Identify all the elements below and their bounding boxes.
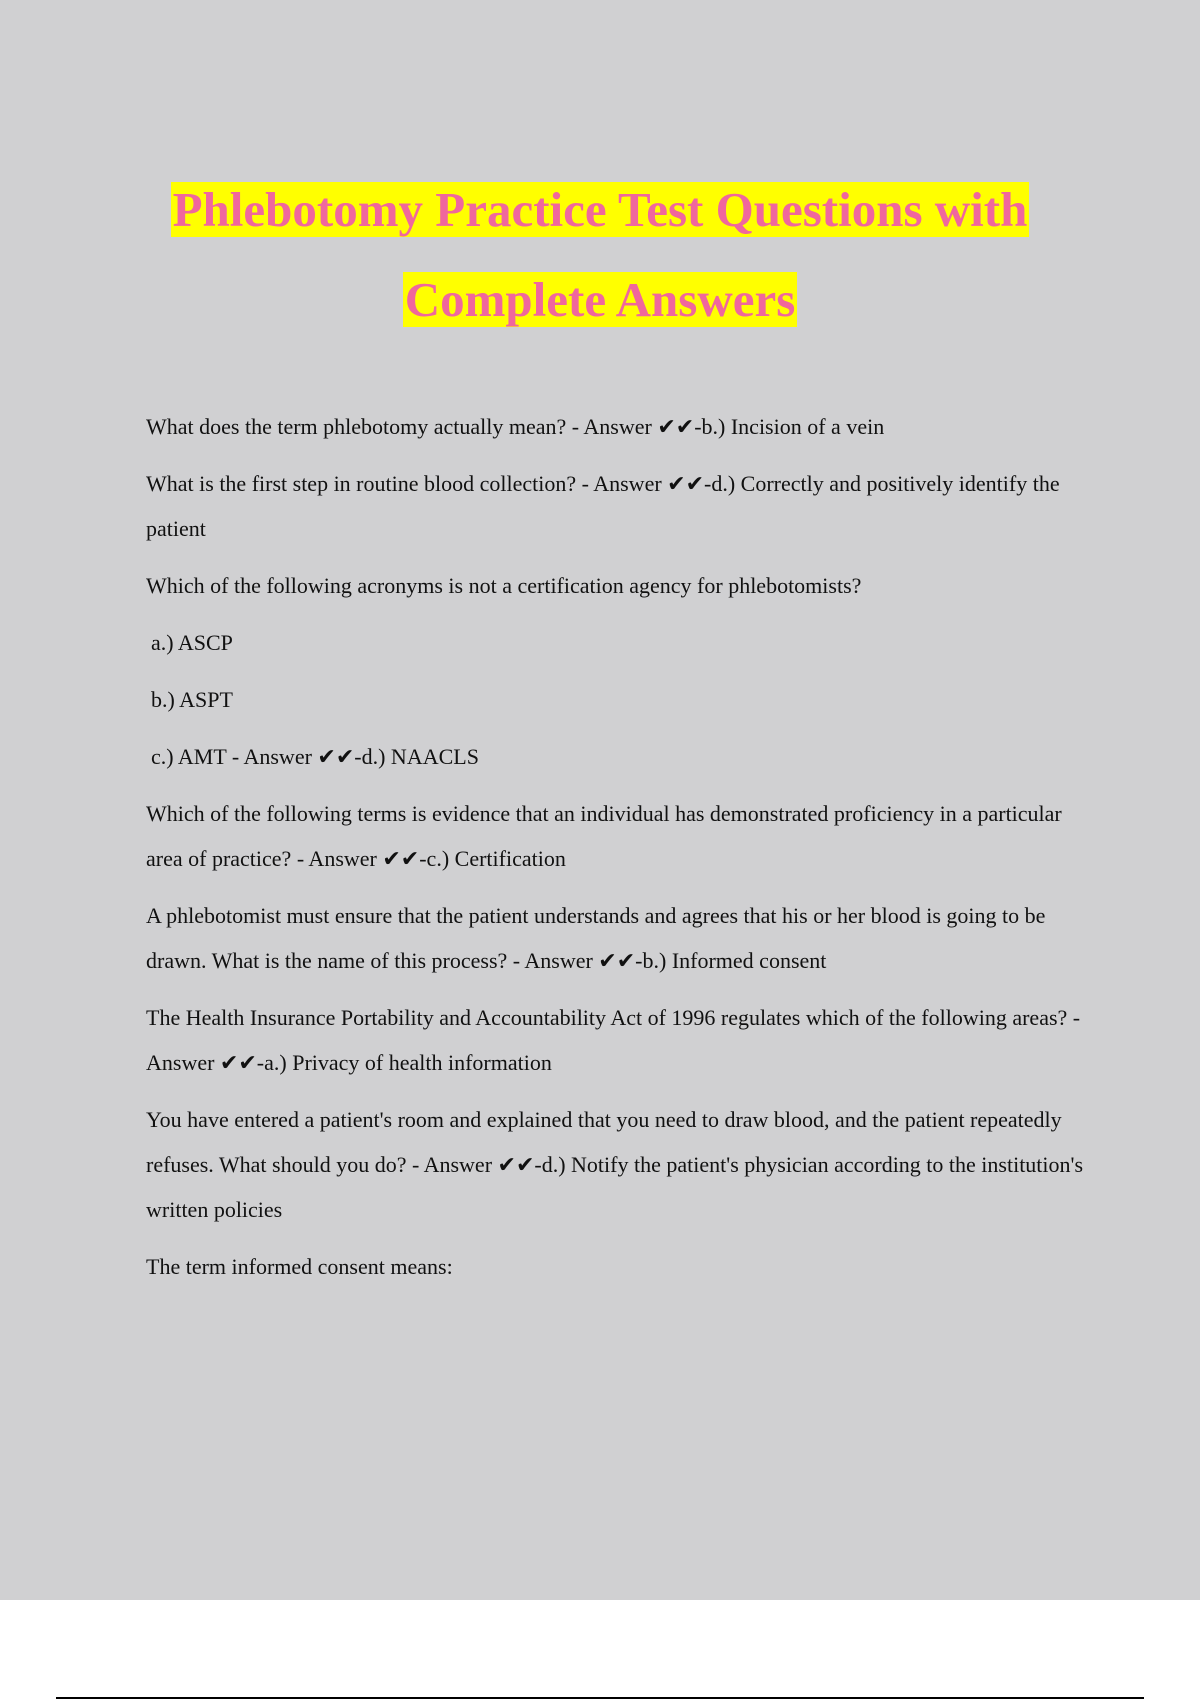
question-paragraph: The Health Insurance Portability and Accountability Act of 1996 regulates which of the following areas? - Answer ✔✔-a.) Privacy of health information [146,1005,1081,1075]
page-divider [56,1697,1144,1699]
question-paragraph: You have entered a patient's room and explained that you need to draw blood, and the patient repeatedly refuses. What should you do? - Answer ✔✔-d.) Notify the patient's physician according to the institution's written policies [146,1107,1084,1222]
question-paragraph: The term informed consent means: [146,1254,453,1279]
option-paragraph: a.) ASCP [151,630,233,655]
document-title [0,165,1200,345]
title-text-2: Complete Answers [404,272,796,327]
question-paragraph: What does the term phlebotomy actually mean? - Answer ✔✔-b.) Incision of a vein [146,414,885,439]
option-paragraph: c.) AMT - Answer ✔✔-d.) NAACLS [151,744,479,769]
option-paragraph: b.) ASPT [151,687,233,712]
question-paragraph: What is the first step in routine blood collection? - Answer ✔✔-d.) Correctly and positively identify the patient [146,471,1060,541]
question-paragraph: A phlebotomist must ensure that the patient understands and agrees that his or her blood is going to be drawn. What is the name of this process? - Answer ✔✔-b.) Informed consent [146,903,1046,973]
title-line-1 [0,165,1200,255]
title-text-1: Phlebotomy Practice Test Questions with [172,182,1028,237]
question-paragraph: Which of the following acronyms is not a certification agency for phlebotomists? [146,573,862,598]
title-line-2 [0,255,1200,345]
document-body [146,404,1086,1289]
question-paragraph: Which of the following terms is evidence that an individual has demonstrated proficiency in a particular area of practice? - Answer ✔✔-c.) Certification [146,801,1062,871]
